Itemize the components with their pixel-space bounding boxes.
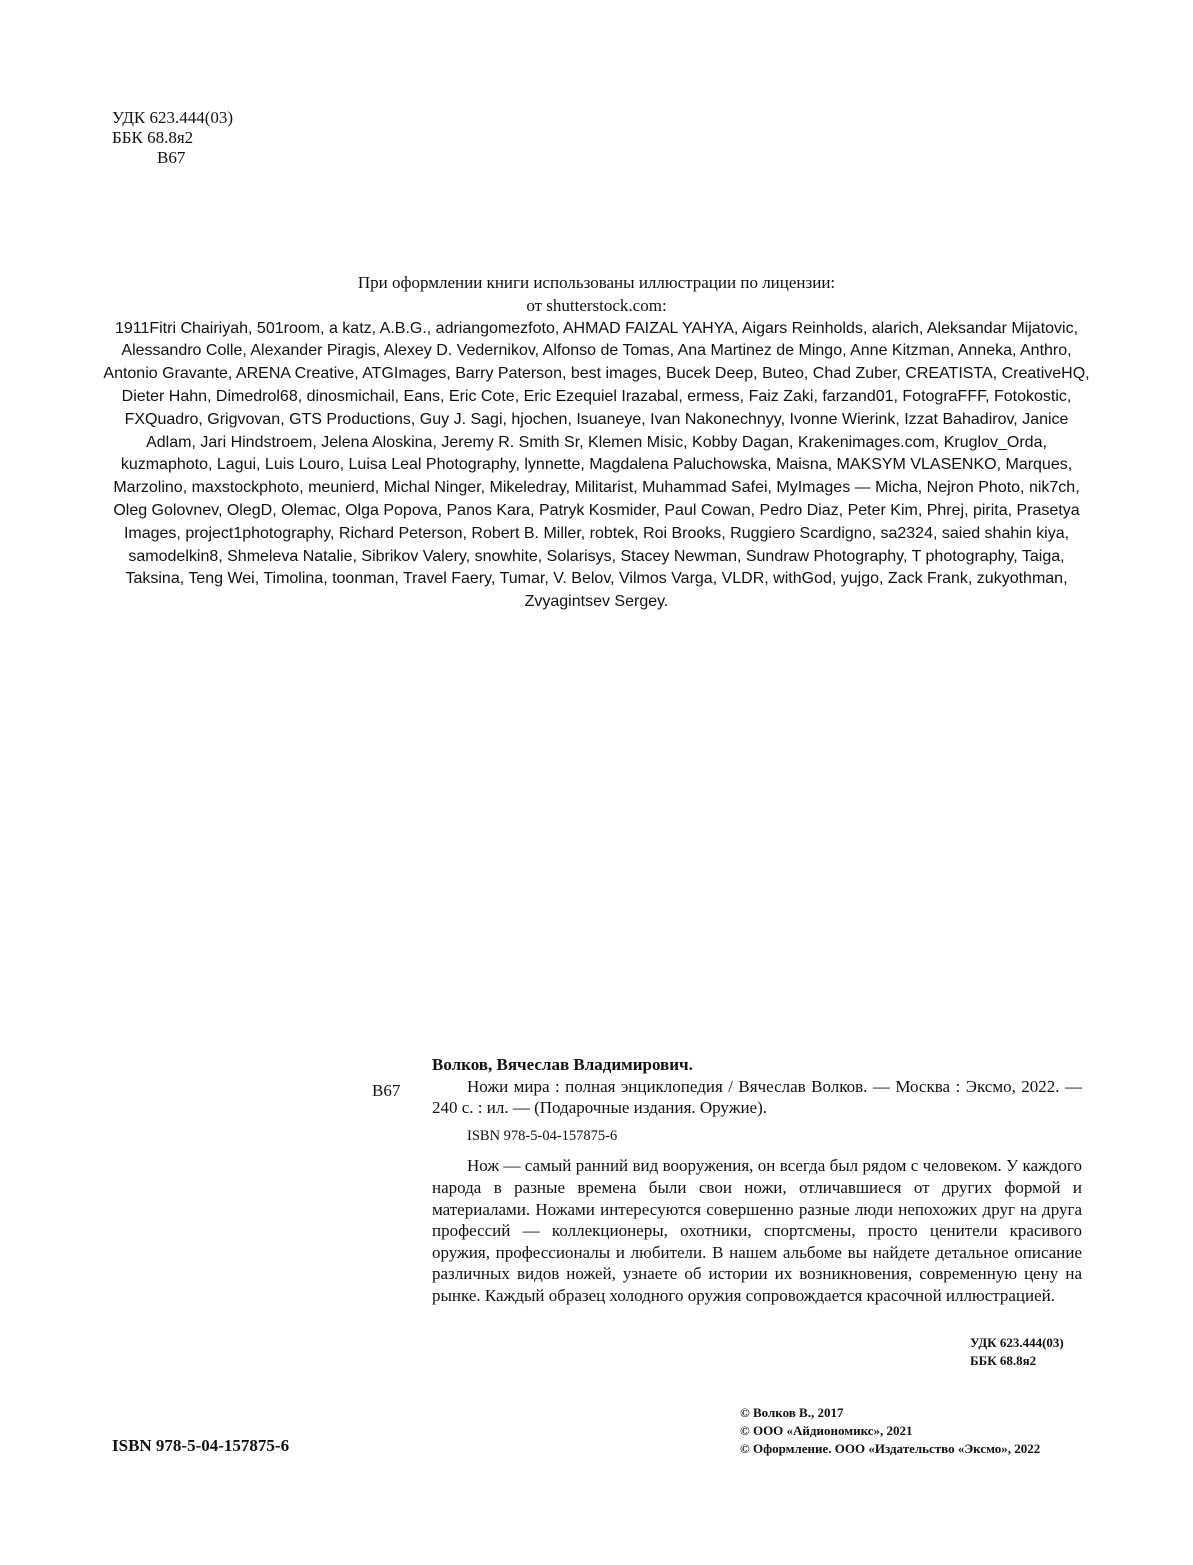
biblio-classification [970, 1334, 1064, 1370]
cutter-code: В67 [157, 148, 186, 167]
copyright-block [740, 1404, 1040, 1458]
license-credits-block [100, 272, 1093, 614]
copyright-line: © Волков В., 2017 [740, 1405, 844, 1420]
bibliographic-description: Ножи мира : полная энциклопедия / Вячеслав Волков. — Москва : Эксмо, 2022. — 240 с. : ил. — (Подарочные издания. Оружие). [432, 1076, 1082, 1118]
license-line: При оформлении книги использованы иллюстрации по лицензии: [357, 273, 836, 292]
license-source: от shutterstock.com: [526, 295, 667, 315]
top-classification [112, 108, 233, 168]
udk-code: УДК 623.444(03) [112, 108, 234, 127]
biblio-cutter-code: В67 [372, 1081, 401, 1100]
copyright-line: © Оформление. ООО «Издательство «Эксмо», 2022 [740, 1441, 1041, 1456]
bibliographic-record [432, 1054, 1082, 1307]
copyright-line: © ООО «Айдиономикс», 2021 [740, 1423, 913, 1438]
isbn-footer: ISBN 978-5-04-157875-6 [112, 1436, 290, 1455]
biblio-udk: УДК 623.444(03) [970, 1335, 1064, 1350]
bbk-code: ББК 68.8я2 [112, 128, 194, 147]
biblio-isbn: ISBN 978-5-04-157875-6 [467, 1127, 618, 1144]
photographer-credits: 1911Fitri Chairiyah, 501room, a katz, A.B.G., adriangomezfoto, AHMAD FAIZAL YAHYA, Aigars Reinholds, alarich, Aleksandar Mijatovic, Alessandro Colle, Alexander Piragis, Alexey D. Vedernikov, Alfonso de Tomas, Ana Martinez de Mingo, Anne Kitzman, Anneka, Anthro, Antonio Gravante, ARENA Creative, ATGImages, Barry Paterson, best images, Bucek Deep, Buteo, Chad Zuber, CREATISTA, CreativeHQ, Dieter Hahn, Dimedrol68, dinosmichail, Eans, Eric Cote, Eric Ezequiel Irazabal, ermess, Faiz Zaki, farzand01, FotograFFF, Fotokostic, FXQuadro, Grigvovan, GTS Productions, Guy J. Sagi, hjochen, Isuaneye, Ivan Nakonechnyy, Ivonne Wierink, Izzat Bahadirov, Janice Adlam, Jari Hindstroem, Jelena Aloskina, Jeremy R. Smith Sr, Klemen Misic, Kobby Dagan, Krakenimages.com, Kruglov_Orda, kuzmaphoto, Lagui, Luis Louro, Luisa Leal Photography, lynnette, Magdalena Paluchowska, Maisna, MAKSYM VLASENKO, Marques, Marzolino, maxstockphoto, meunierd, Michal Ninger, Mikeledray, Militarist, Muhammad Safei, MyImages — Micha, Nejron Photo, nik7ch, Oleg Golovnev, OlegD, Olemac, Olga Popova, Panos Kara, Patryk Kosmider, Paul Cowan, Pedro Diaz, Peter Kim, Phrej, pirita, Prasetya Images, project1photography, Richard Peterson, Robert B. Miller, robtek, Roi Brooks, Ruggiero Scardigno, sa2324, saied shahin kiya, samodelkin8, Shmeleva Natalie, Sibrikov Valery, snowhite, Solarisys, Stacey Newman, Sundraw Photography, T photography, Taiga, Taksina, Teng Wei, Timolina, toonman, Travel Faery, Tumar, V. Belov, Vilmos Varga, VLDR, withGod, yujgo, Zack Frank, zukyothman, Zvyagintsev Sergey. [103, 319, 1090, 611]
annotation-text: Нож — самый ранний вид вооружения, он всегда был рядом с человеком. У каждого народа в разные времена были свои ножи, отличавшиеся от других формой и материалами. Ножами интересуются совершенно разные люди непохожих друг на друга профессий — коллекционеры, охотники, спортсмены, просто ценители красивого оружия, профессионалы и любители. В нашем альбоме вы найдете детальное описание различных видов ножей, узнаете об истории их возникновения, современную цену на рынке. Каждый образец холодного оружия сопровождается красочной иллюстрацией. [432, 1156, 1082, 1305]
biblio-bbk: ББК 68.8я2 [970, 1353, 1037, 1368]
author-heading: Волков, Вячеслав Владимирович. [432, 1055, 693, 1074]
